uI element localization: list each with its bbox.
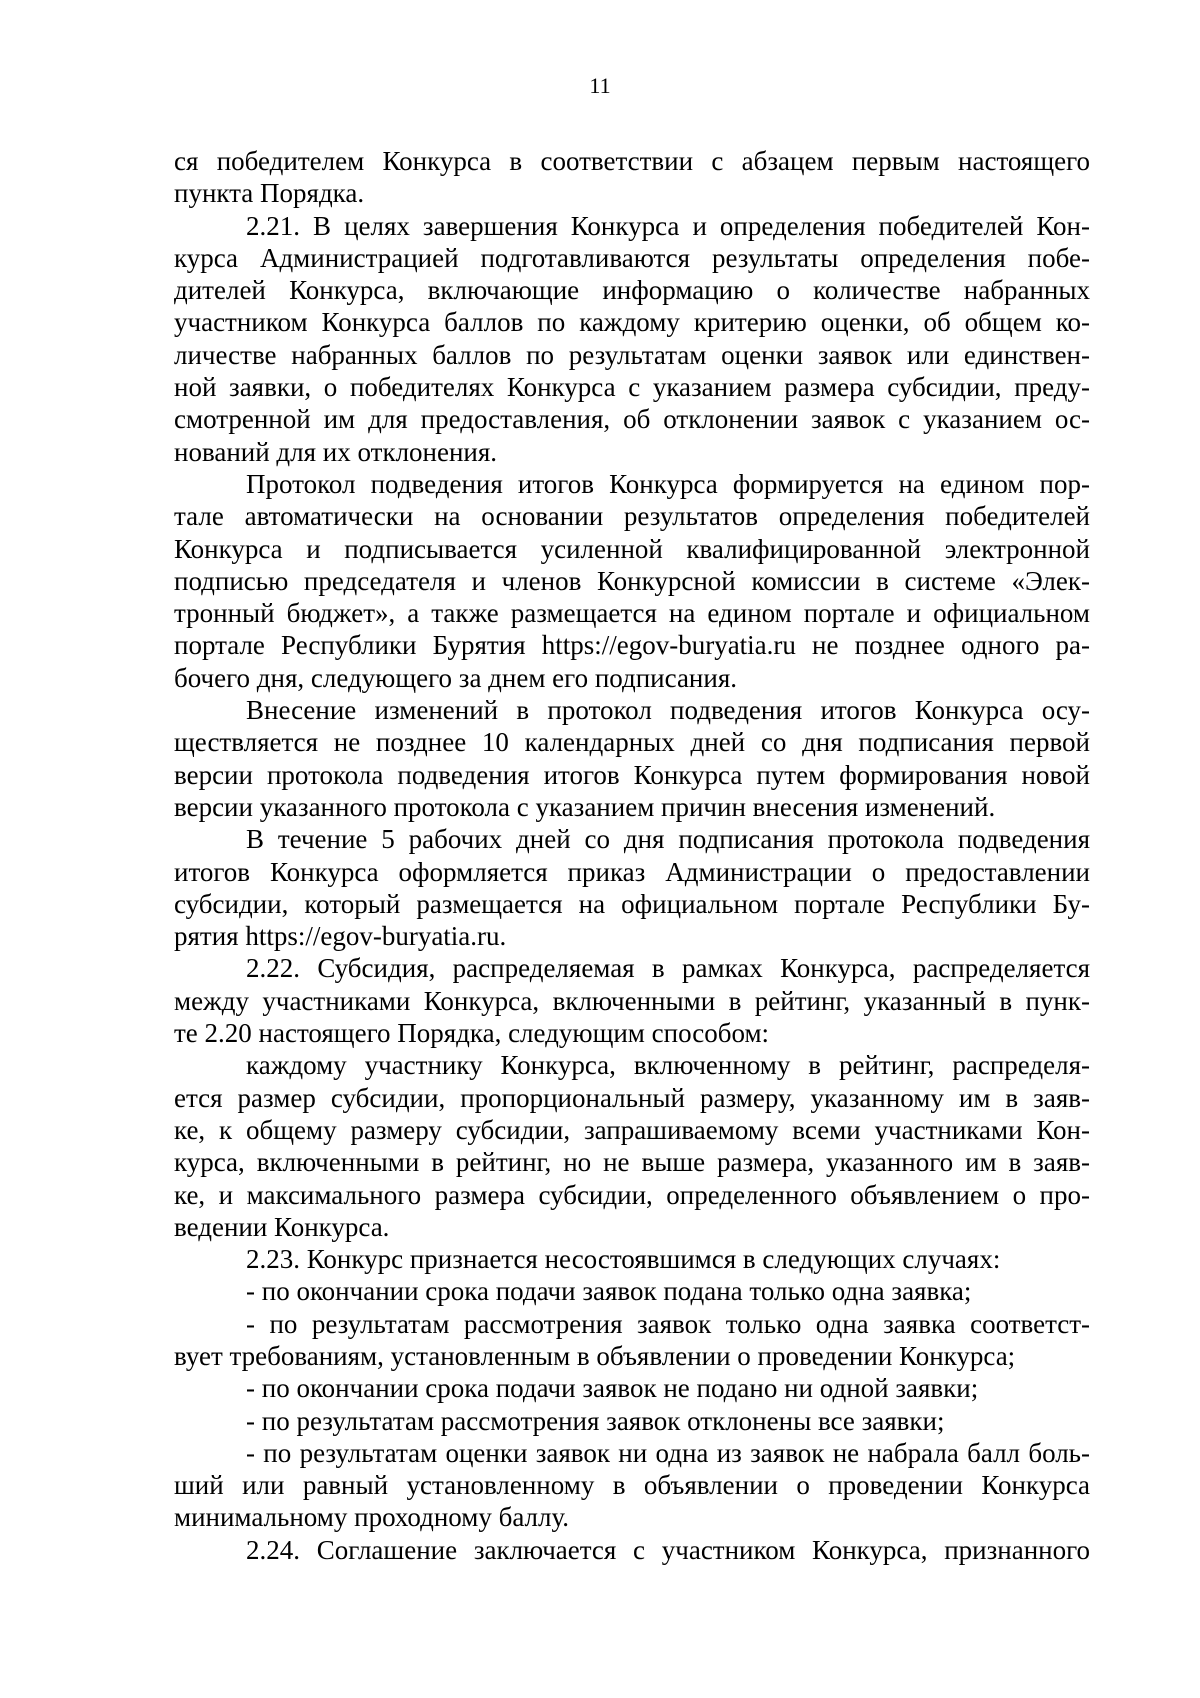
- text-line: бочего дня, следующего за днем его подписания.: [174, 662, 737, 693]
- text-line: Протокол подведения итогов Конкурса формируется на едином пор-: [246, 468, 1090, 499]
- text-line: ной заявки, о победителях Конкурса с указанием размера субсидии, преду-: [174, 372, 1090, 403]
- text-line: пункта Порядка.: [174, 178, 365, 209]
- text-line: участником Конкурса баллов по каждому критерию оценки, об общем ко-: [174, 307, 1090, 338]
- text-line: 2.22. Субсидия, распределяемая в рамках Конкурса, распределяется: [246, 953, 1090, 984]
- text-line: - по результатам рассмотрения заявок только одна заявка соответст-: [246, 1308, 1090, 1339]
- text-line: ке, к общему размеру субсидии, запрашиваемому всеми участниками Кон-: [174, 1114, 1090, 1145]
- text-line: каждому участнику Конкурса, включенному в рейтинг, распределя-: [246, 1050, 1090, 1081]
- text-line: 2.24. Соглашение заключается с участником Конкурса, признанного: [246, 1534, 1090, 1565]
- text-line: - по результатам оценки заявок ни одна из заявок не набрала балл боль-: [246, 1437, 1090, 1468]
- text-line: В течение 5 рабочих дней со дня подписания протокола подведения: [246, 824, 1090, 855]
- text-line: Внесение изменений в протокол подведения итогов Конкурса осу-: [246, 695, 1090, 726]
- text-line: нований для их отклонения.: [174, 436, 498, 467]
- text-line: ся победителем Конкурса в соответствии с абзацем первым настоящего: [174, 146, 1090, 176]
- text-line: вует требованиям, установленным в объявлении о проведении Конкурса;: [174, 1340, 1016, 1371]
- text-line: курса, включенными в рейтинг, но не выше размера, указанного им в заяв-: [174, 1147, 1090, 1178]
- text-line: тронный бюджет», а также размещается на едином портале и официальном: [174, 598, 1090, 629]
- text-line: подписью председателя и членов Конкурсной комиссии в системе «Элек-: [174, 565, 1090, 596]
- text-line: портале Республики Бурятия https://egov-buryatia.ru не позднее одного ра-: [174, 630, 1090, 661]
- text-line: субсидии, который размещается на официальном портале Республики Бу-: [174, 888, 1090, 919]
- text-line: - по окончании срока подачи заявок не подано ни одной заявки;: [246, 1373, 979, 1404]
- text-line: тале автоматически на основании результатов определения победителей: [174, 501, 1090, 532]
- text-line: между участниками Конкурса, включенными в рейтинг, указанный в пунк-: [174, 985, 1090, 1016]
- text-line: Конкурса и подписывается усиленной квалифицированной электронной: [174, 533, 1090, 564]
- text-line: смотренной им для предоставления, об отклонении заявок с указанием ос-: [174, 404, 1090, 435]
- text-line: те 2.20 настоящего Порядка, следующим способом:: [174, 1018, 770, 1049]
- text-line: версии протокола подведения итогов Конкурса путем формирования новой: [174, 759, 1090, 790]
- text-line: ке, и максимального размера субсидии, определенного объявлением о про-: [174, 1179, 1090, 1210]
- text-line: дителей Конкурса, включающие информацию о количестве набранных: [174, 275, 1090, 306]
- text-line: ществляется не позднее 10 календарных дней со дня подписания первой: [174, 727, 1090, 758]
- text-line: 2.23. Конкурс признается несостоявшимся в следующих случаях:: [246, 1244, 1001, 1275]
- text-line: ший или равный установленному в объявлении о проведении Конкурса: [174, 1470, 1090, 1501]
- text-line: минимальному проходному баллу.: [174, 1502, 570, 1533]
- text-line: - по результатам рассмотрения заявок отклонены все заявки;: [246, 1405, 945, 1436]
- text-line: личестве набранных баллов по результатам оценки заявок или единствен-: [174, 339, 1090, 370]
- text-line: версии указанного протокола с указанием причин внесения изменений.: [174, 791, 996, 822]
- page-number: 11: [589, 73, 611, 98]
- text-line: курса Администрацией подготавливаются результаты определения побе-: [174, 242, 1090, 273]
- text-line: ведении Конкурса.: [174, 1211, 390, 1242]
- body-text: [174, 145, 1090, 1566]
- text-line: - по окончании срока подачи заявок подана только одна заявка;: [246, 1276, 972, 1307]
- text-line: итогов Конкурса оформляется приказ Администрации о предоставлении: [174, 856, 1090, 887]
- text-line: 2.21. В целях завершения Конкурса и определения победителей Кон-: [246, 210, 1090, 241]
- text-line: ется размер субсидии, пропорциональный размеру, указанному им в заяв-: [174, 1082, 1090, 1113]
- text-line: рятия https://egov-buryatia.ru.: [174, 921, 507, 952]
